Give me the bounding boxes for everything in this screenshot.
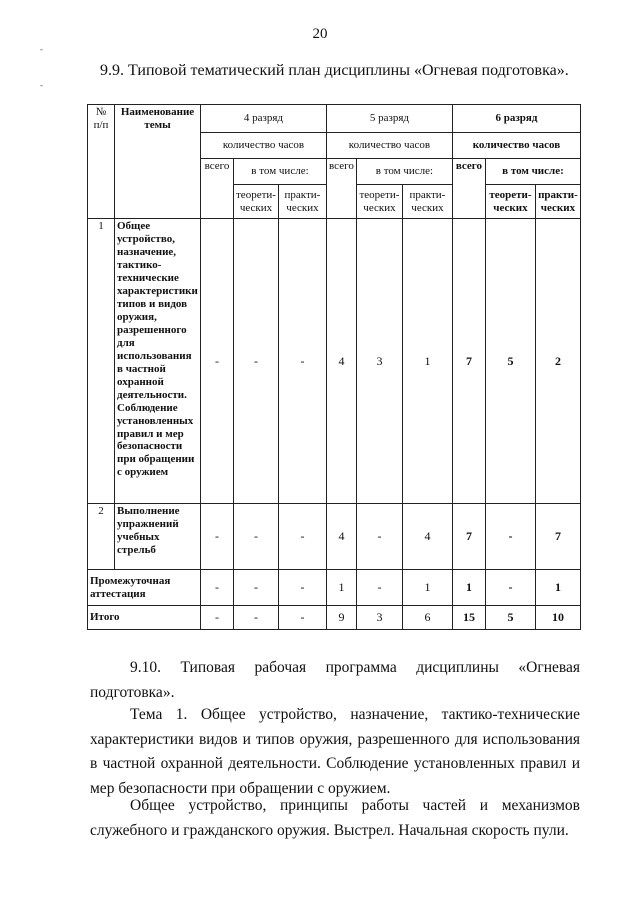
subsection-title-line1: 9.10. Типовая рабочая программа дисциплины «Огневая bbox=[130, 659, 580, 676]
cell-value: 5 bbox=[485, 219, 535, 504]
cell-value: - bbox=[234, 504, 279, 570]
incl-header-5: в том числе: bbox=[356, 159, 452, 185]
cell-value: - bbox=[356, 504, 402, 570]
cell-value: - bbox=[234, 570, 279, 606]
table-row bbox=[88, 504, 581, 570]
cell-value: 5 bbox=[485, 606, 535, 630]
topic-1-heading: Тема 1. Общее устройство, назначение, тактико-технические характеристики видов и типов оружия, разрешенного для использования в частной охранной деятельности. Соблюдение установленных правил и мер безопасности при обращении с оружием. bbox=[90, 706, 580, 797]
cell-value: - bbox=[234, 219, 279, 504]
cell-value: 1 bbox=[326, 570, 356, 606]
cell-value: - bbox=[356, 570, 402, 606]
theory-header-5: теорети-ческих bbox=[356, 185, 402, 219]
hours-header-5: количество часов bbox=[326, 133, 452, 159]
cell-value: - bbox=[201, 219, 234, 504]
table-row bbox=[88, 570, 581, 606]
scan-mark: - bbox=[40, 80, 43, 90]
row-topic: Выполнение упражнений учебных стрельб bbox=[115, 504, 201, 570]
cell-value: - bbox=[278, 606, 326, 630]
cell-value: - bbox=[234, 606, 279, 630]
cell-value: 4 bbox=[326, 504, 356, 570]
table-row bbox=[88, 606, 581, 630]
cell-value: - bbox=[278, 219, 326, 504]
cell-value: - bbox=[278, 504, 326, 570]
cell-value: 1 bbox=[402, 570, 452, 606]
cell-value: 3 bbox=[356, 606, 402, 630]
topic-1-body: Общее устройство, принципы работы частей и механизмов служебного и гражданского оружия. Выстрел. Начальная скорость пули. bbox=[90, 797, 580, 839]
cell-value: - bbox=[485, 504, 535, 570]
practice-header-6: практи-ческих bbox=[535, 185, 580, 219]
table-row bbox=[88, 219, 581, 504]
total-header-6: всего bbox=[452, 159, 485, 219]
theory-header-4: теорети-ческих bbox=[234, 185, 279, 219]
group-header-5: 5 разряд bbox=[326, 105, 452, 133]
cell-value: 7 bbox=[452, 219, 485, 504]
row-topic: Общее устройство, назначение, тактико-технические характеристики типов и видов оружия, разрешенного для использования в частной охранной деятельности. Соблюдение установленных правил и мер безопасности при обращении с оружием bbox=[115, 219, 201, 504]
cell-value: - bbox=[201, 606, 234, 630]
col-number-header: № п/п bbox=[88, 105, 115, 219]
cell-value: - bbox=[485, 570, 535, 606]
cell-value: 7 bbox=[535, 504, 580, 570]
theory-header-6: теорети-ческих bbox=[485, 185, 535, 219]
row-number: 2 bbox=[88, 504, 115, 570]
cell-value: 4 bbox=[402, 504, 452, 570]
hours-header-4: количество часов bbox=[201, 133, 327, 159]
cell-value: 1 bbox=[535, 570, 580, 606]
group-header-6: 6 разряд bbox=[452, 105, 580, 133]
practice-header-4: практи-ческих bbox=[278, 185, 326, 219]
row-number: 1 bbox=[88, 219, 115, 504]
cell-value: 4 bbox=[326, 219, 356, 504]
thematic-plan-table bbox=[87, 104, 581, 630]
subsection-title-line2: подготовка». bbox=[90, 684, 175, 701]
cell-value: 7 bbox=[452, 504, 485, 570]
cell-value: 3 bbox=[356, 219, 402, 504]
cell-value: - bbox=[201, 504, 234, 570]
cell-value: - bbox=[201, 570, 234, 606]
incl-header-4: в том числе: bbox=[234, 159, 327, 185]
page-number: 20 bbox=[312, 26, 328, 42]
practice-header-5: практи-ческих bbox=[402, 185, 452, 219]
col-name-header: Наименование темы bbox=[115, 105, 201, 219]
row-topic: Промежуточная аттестация bbox=[88, 570, 201, 606]
cell-value: 2 bbox=[535, 219, 580, 504]
group-header-4: 4 разряд bbox=[201, 105, 327, 133]
row-topic: Итого bbox=[88, 606, 201, 630]
scan-mark: - bbox=[40, 44, 43, 54]
cell-value: - bbox=[278, 570, 326, 606]
incl-header-6: в том числе: bbox=[485, 159, 580, 185]
total-header-4: всего bbox=[201, 159, 234, 219]
cell-value: 10 bbox=[535, 606, 580, 630]
cell-value: 6 bbox=[402, 606, 452, 630]
total-header-5: всего bbox=[326, 159, 356, 219]
section-title: 9.9. Типовой тематический план дисциплины «Огневая подготовка». bbox=[100, 62, 569, 79]
cell-value: 1 bbox=[402, 219, 452, 504]
cell-value: 9 bbox=[326, 606, 356, 630]
cell-value: 15 bbox=[452, 606, 485, 630]
cell-value: 1 bbox=[452, 570, 485, 606]
hours-header-6: количество часов bbox=[452, 133, 580, 159]
